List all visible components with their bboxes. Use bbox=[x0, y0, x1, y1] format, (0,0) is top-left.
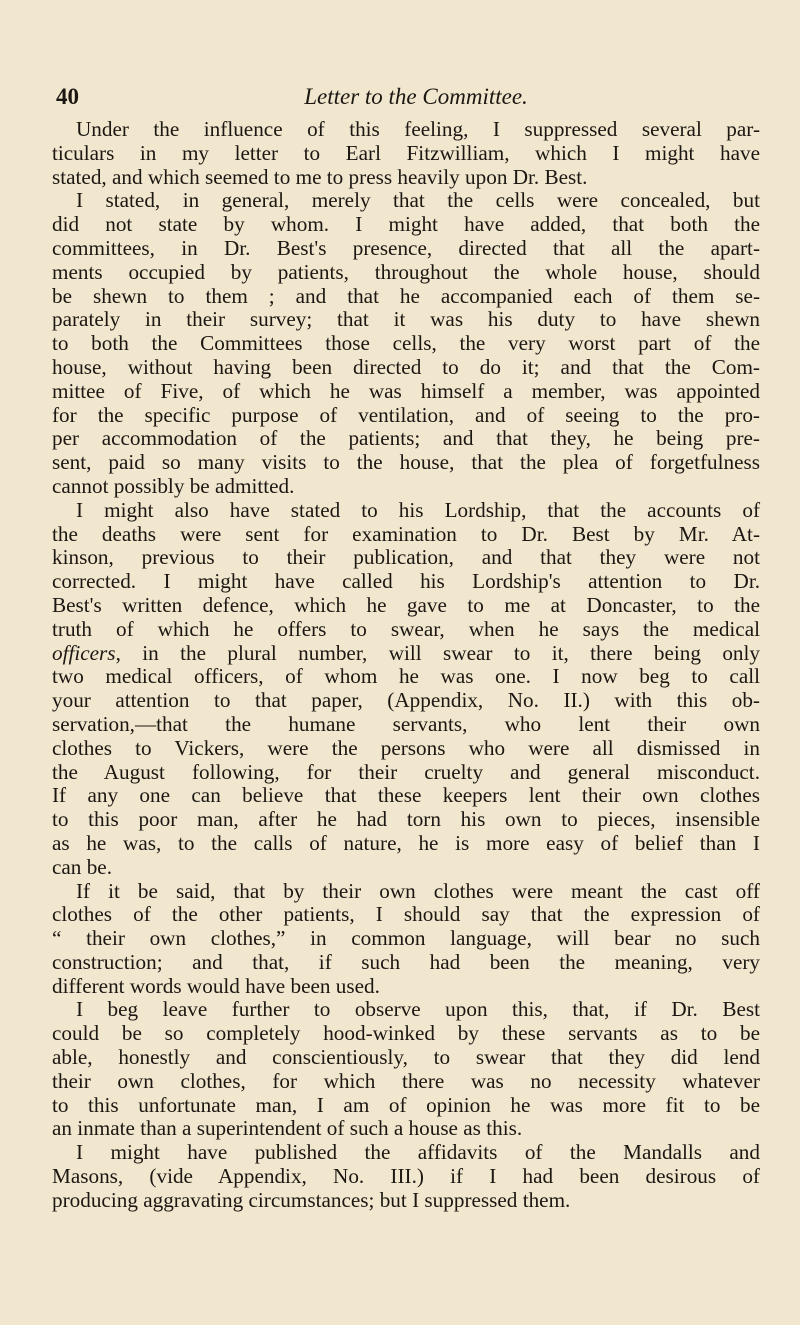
text-line: to this poor man, after he had torn his own to pieces, insensible bbox=[52, 807, 760, 832]
paragraph bbox=[52, 499, 760, 880]
page-header bbox=[52, 84, 760, 114]
text-line: your attention to that paper, (Appendix, No. II.) with this ob- bbox=[52, 688, 760, 713]
text-line: different words would have been used. bbox=[52, 973, 380, 998]
text-line: be shewn to them ; and that he accompanied each of them se- bbox=[52, 283, 760, 308]
text-line: I might have published the affidavits of the Mandalls and bbox=[76, 1140, 760, 1165]
text-line: I stated, in general, merely that the cells were concealed, but bbox=[76, 188, 760, 213]
text-line: the deaths were sent for examination to Dr. Best by Mr. At- bbox=[52, 521, 760, 546]
paragraph bbox=[52, 1141, 760, 1212]
body-text bbox=[52, 118, 760, 1213]
paragraph bbox=[52, 998, 760, 1141]
text-line: their own clothes, for which there was no necessity whatever bbox=[52, 1068, 760, 1093]
text-line: an inmate than a superintendent of such a house as this. bbox=[52, 1116, 523, 1141]
text-line: could be so completely hood-winked by these servants as to be bbox=[52, 1021, 760, 1046]
text-line: I might also have stated to his Lordship, that the accounts of bbox=[76, 497, 760, 522]
text-line: stated, and which seemed to me to press heavily upon Dr. Best. bbox=[52, 164, 588, 189]
text-line: kinson, previous to their publication, and that they were not bbox=[52, 545, 760, 570]
paragraph bbox=[52, 189, 760, 498]
running-title: Letter to the Committee. bbox=[304, 84, 528, 109]
paragraph bbox=[52, 880, 760, 999]
text-line: Under the influence of this feeling, I suppressed several par- bbox=[76, 117, 760, 141]
text-line: house, without having been directed to do it; and that the Com- bbox=[52, 354, 760, 379]
text-line: construction; and that, if such had been the meaning, very bbox=[52, 949, 760, 974]
text-line: servation,—that the humane servants, who lent their own bbox=[52, 711, 760, 736]
text-line: clothes of the other patients, I should say that the expression of bbox=[52, 902, 760, 927]
text-line: to both the Committees those cells, the very worst part of the bbox=[52, 331, 760, 356]
text-line: officers, in the plural number, will swear to it, there being only bbox=[52, 640, 760, 665]
text-line: per accommodation of the patients; and that they, he being pre- bbox=[52, 426, 760, 451]
text-line: “ their own clothes,” in common language, will bear no such bbox=[52, 926, 760, 951]
text-line: sent, paid so many visits to the house, that the plea of forgetfulness bbox=[52, 450, 760, 475]
text-line: can be. bbox=[52, 854, 112, 879]
text-line: producing aggravating circumstances; but I suppressed them. bbox=[52, 1187, 571, 1212]
paragraph bbox=[52, 118, 760, 189]
text-line: parately in their survey; that it was his duty to have shewn bbox=[52, 307, 760, 332]
text-line: committees, in Dr. Best's presence, directed that all the apart- bbox=[52, 235, 760, 260]
text-line: I beg leave further to observe upon this, that, if Dr. Best bbox=[76, 997, 760, 1022]
text-line: able, honestly and conscientiously, to swear that they did lend bbox=[52, 1045, 760, 1070]
text-line: If it be said, that by their own clothes were meant the cast off bbox=[76, 878, 760, 903]
text-line: Masons, (vide Appendix, No. III.) if I had been desirous of bbox=[52, 1164, 760, 1189]
text-line: mittee of Five, of which he was himself a member, was appointed bbox=[52, 378, 760, 403]
text-line: to this unfortunate man, I am of opinion he was more fit to be bbox=[52, 1092, 760, 1117]
text-line: as he was, to the calls of nature, he is more easy of belief than I bbox=[52, 830, 760, 855]
page-number: 40 bbox=[56, 84, 79, 109]
text-line: corrected. I might have called his Lordship's attention to Dr. bbox=[52, 569, 760, 594]
text-line: ticulars in my letter to Earl Fitzwilliam, which I might have bbox=[52, 140, 760, 165]
text-line: Best's written defence, which he gave to me at Doncaster, to the bbox=[52, 592, 760, 617]
text-line: If any one can believe that these keepers lent their own clothes bbox=[52, 783, 760, 808]
text-line: two medical officers, of whom he was one. I now beg to call bbox=[52, 664, 760, 689]
text-line: for the specific purpose of ventilation, and of seeing to the pro- bbox=[52, 402, 760, 427]
text-line: ments occupied by patients, throughout the whole house, should bbox=[52, 259, 760, 284]
text-line: did not state by whom. I might have added, that both the bbox=[52, 212, 760, 237]
text-line: cannot possibly be admitted. bbox=[52, 473, 295, 498]
text-line: truth of which he offers to swear, when he says the medical bbox=[52, 616, 760, 641]
text-line: clothes to Vickers, were the persons who were all dismissed in bbox=[52, 735, 760, 760]
text-line: the August following, for their cruelty and general misconduct. bbox=[52, 759, 760, 784]
